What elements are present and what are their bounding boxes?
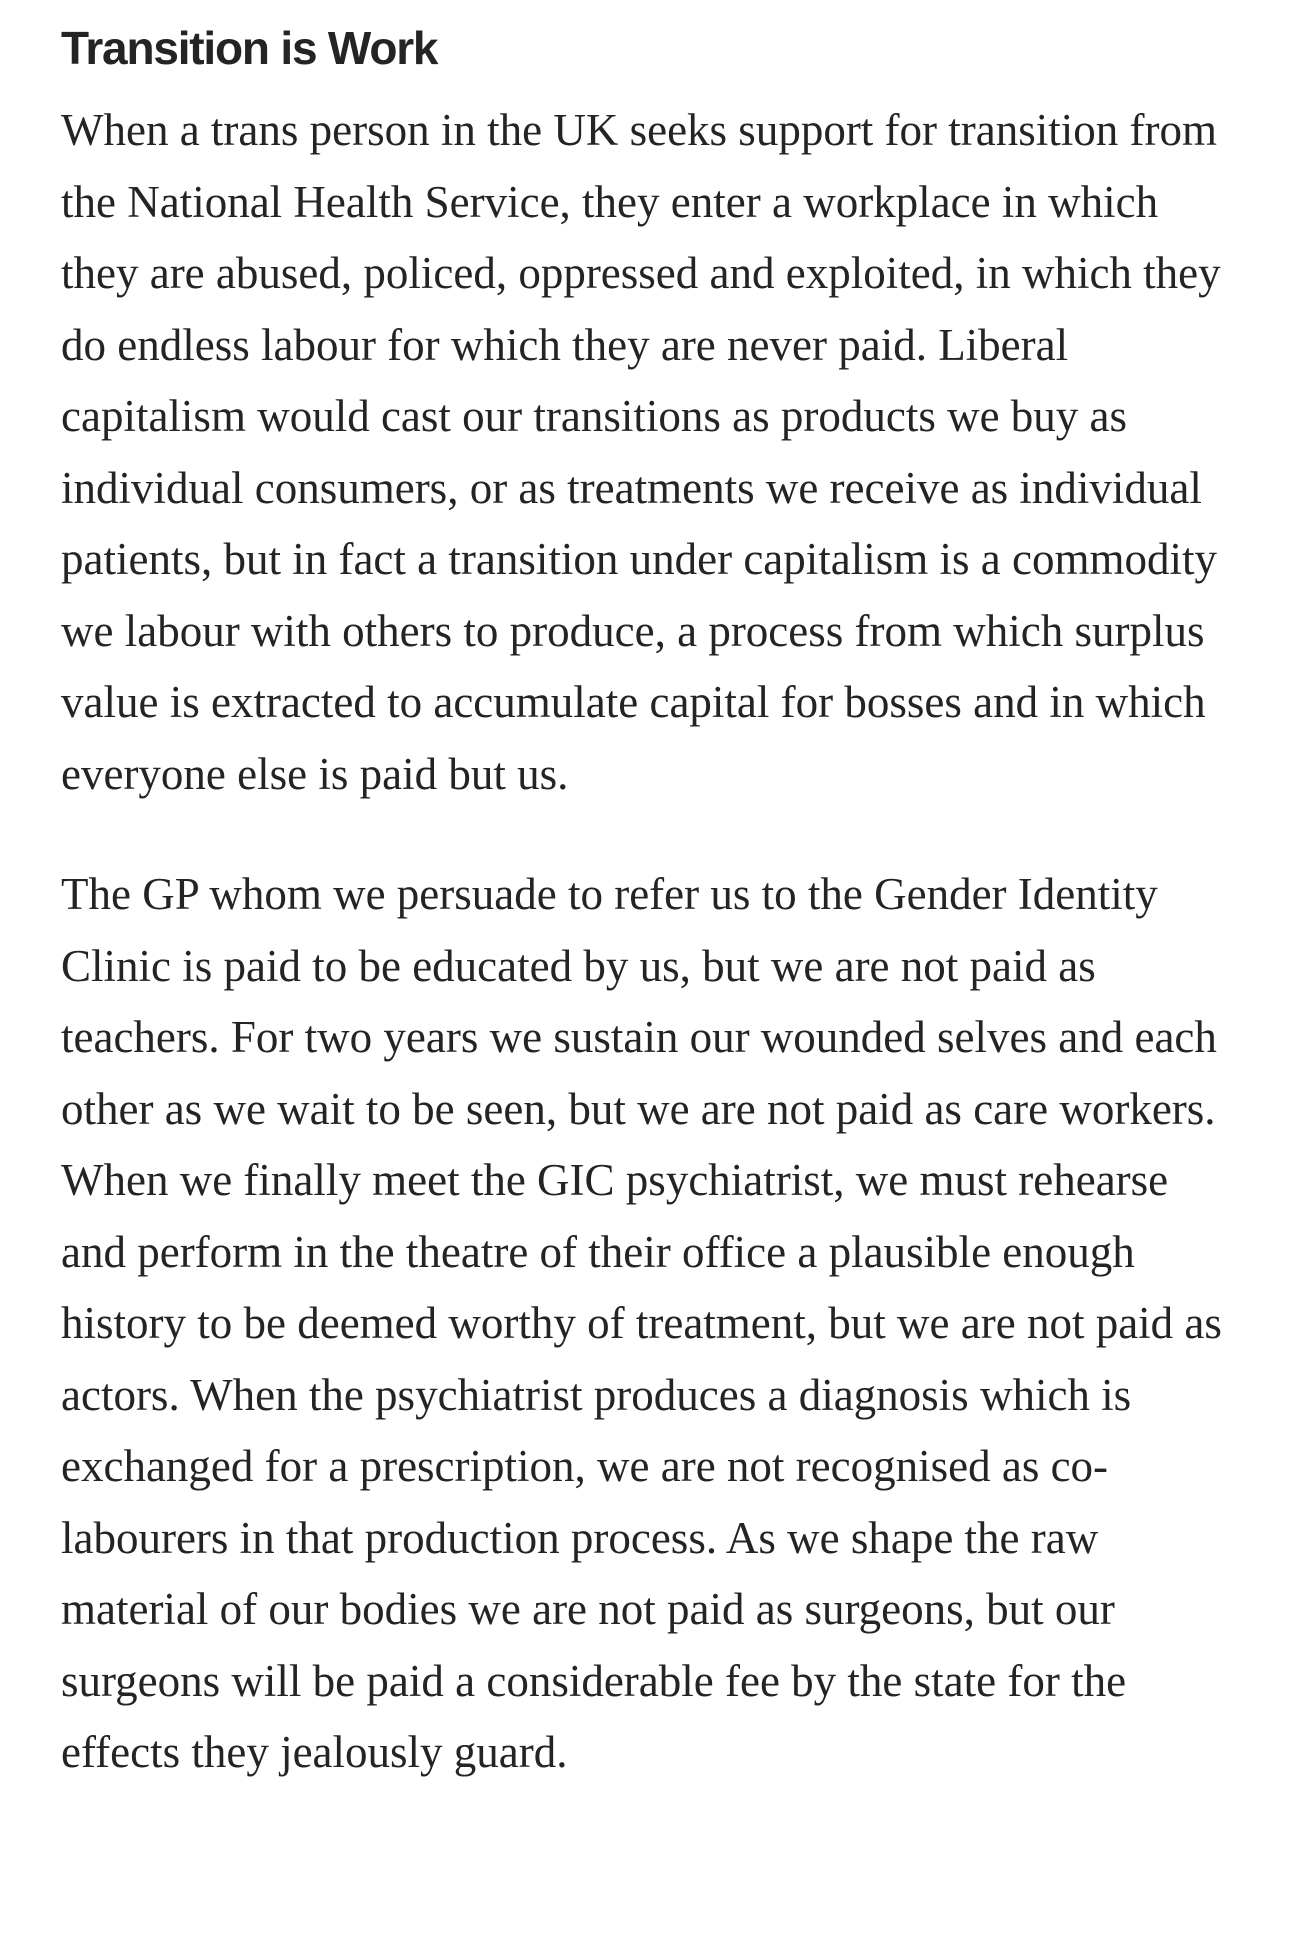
paragraph-transition-workplace: When a trans person in the UK seeks support for transition from the National Health Service, they enter a workplace in which they are abused, policed, oppressed and exploited, in which they do endless labour for which they are never paid. Liberal capitalism would cast our transitions as products we buy as individual consumers, or as treatments we receive as individual patients, but in fact a transition under capitalism is a commodity we labour with others to produce, a process from which surplus value is extracted to accumulate capital for bosses and in which everyone else is paid but us. xyxy=(61,105,1221,799)
section-heading: Transition is Work xyxy=(61,22,438,74)
article-body xyxy=(61,0,1241,1789)
paragraph-unpaid-labour: The GP whom we persuade to refer us to the Gender Identity Clinic is paid to be educated by us, but we are not paid as teachers. For two years we sustain our wounded selves and each other as we wait to be seen, but we are not paid as care workers. When we finally meet the GIC psychiatrist, we must rehearse and perform in the theatre of their office a plausible enough history to be deemed worthy of treatment, but we are not paid as actors. When the psychiatrist produces a diagnosis which is exchanged for a prescription, we are not recognised as co-labourers in that production process. As we shape the raw material of our bodies we are not paid as surgeons, but our surgeons will be paid a considerable fee by the state for the effects they jealously guard. xyxy=(61,869,1222,1777)
